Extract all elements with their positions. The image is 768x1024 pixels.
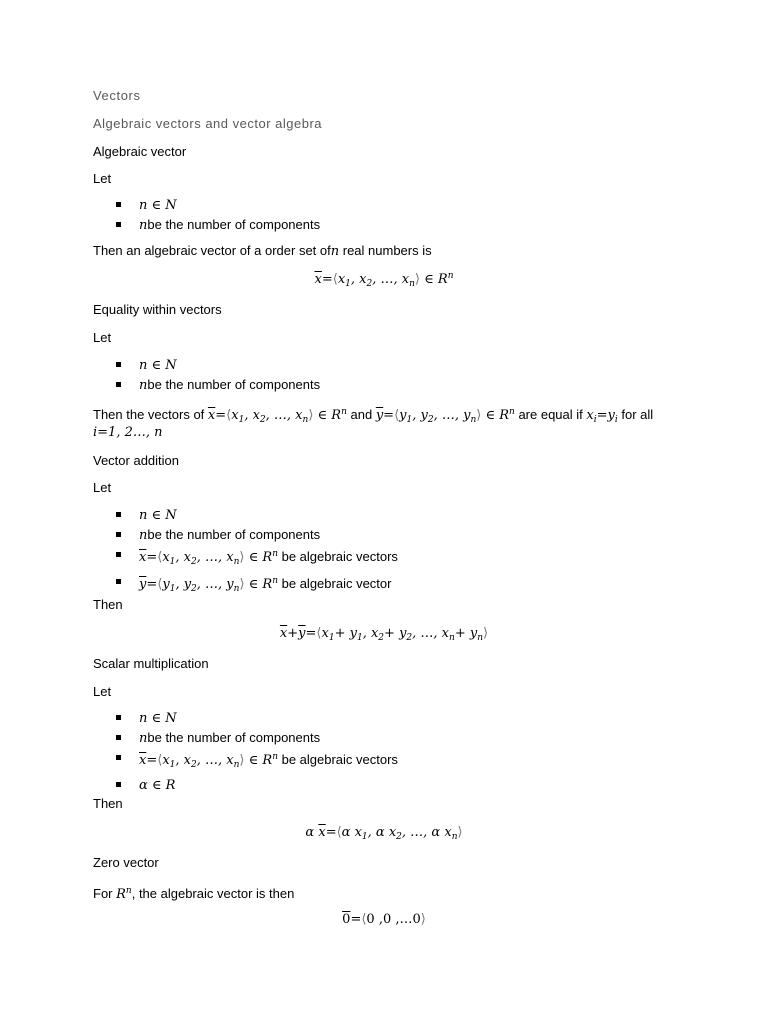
sentence-text: real numbers is — [339, 243, 432, 258]
sentence-text: , the algebraic vector is then — [131, 886, 295, 901]
list-item: $\overline{x}=⟨x_1$, $x_2$, …, $x_n⟩$ ∈ $R^n$ be algebraic vectors — [115, 748, 398, 775]
item-text: be the number of components — [147, 527, 321, 542]
item-text: be the number of components — [147, 730, 321, 745]
heading-algebraic-vector: Algebraic vector — [93, 144, 187, 159]
item-text: be the number of components — [147, 377, 321, 392]
item-text: be algebraic vectors — [277, 549, 398, 564]
heading-scalar-multiplication: Scalar multiplication — [93, 656, 209, 671]
bullet-icon — [116, 222, 121, 227]
math-n-in-N: n ∈ N — [139, 508, 177, 523]
let-text: Let — [93, 330, 112, 345]
bullet-icon — [116, 202, 121, 207]
list-item — [115, 505, 398, 525]
formula-vector-addition: $\overline{x}+\overline{y}=⟨x_1+ y_1$, $x_2+ y_2$, …, $x_n+$ $y_n⟩$ — [279, 626, 489, 643]
heading-vector-addition: Vector addition — [93, 453, 180, 468]
math-var-n: n — [139, 731, 148, 746]
equality-sentence: Then the vectors of $\overline{x}=⟨x_1$, $x_2$, …, $x_n⟩$ ∈ $R^n$ and $\overline{y}=⟨y_1$, $y_2$, …, $y_n⟩$ ∈ $R^n$ are equal if $x_i=y_i$ for all — [93, 407, 654, 425]
bullet-icon — [116, 532, 121, 537]
list-item — [115, 525, 398, 545]
item-text: be algebraic vector — [278, 576, 392, 591]
list-item — [115, 708, 398, 728]
let-text: Let — [93, 480, 112, 495]
formula-scalar-multiplication: α $\overline{x}=⟨\alpha$ $x_1$, α $x_2$, …, α $x_n⟩$ — [305, 825, 463, 842]
item-text: be the number of components — [147, 217, 321, 232]
list-item — [115, 775, 398, 795]
list-scalar — [115, 708, 398, 795]
let-text: Let — [93, 171, 112, 186]
sentence-text: for all — [617, 407, 654, 422]
bullet-icon — [116, 512, 121, 517]
math-var-n: n — [139, 218, 148, 233]
document-title: Vectors — [93, 88, 141, 103]
formula-algebraic-vector: $\overline{x}=⟨x_1$, $x_2$, …, $x_n⟩$ ∈ $R^n$ — [314, 271, 454, 289]
sentence-text: Then the vectors of — [93, 407, 208, 422]
list-item — [115, 215, 320, 235]
bullet-icon — [116, 382, 121, 387]
math-var-n: n — [139, 378, 148, 393]
list-algebraic-vector — [115, 195, 320, 235]
heading-zero-vector: Zero vector — [93, 855, 159, 870]
list-item: $\overline{x}=⟨x_1$, $x_2$, …, $x_n⟩$ ∈ $R^n$ be algebraic vectors — [115, 545, 398, 572]
list-item — [115, 195, 320, 215]
then-text: Then — [93, 597, 123, 612]
sentence-text: For — [93, 886, 117, 901]
bullet-icon — [116, 755, 121, 760]
list-addition — [115, 505, 398, 599]
list-item — [115, 355, 320, 375]
equality-index-range: i=1, 2…, n — [93, 425, 163, 440]
bullet-icon — [116, 735, 121, 740]
formula-zero-vector: 0=⟨0 ,0 ,…0⟩ — [342, 912, 426, 927]
math-n-in-N: n ∈ N — [139, 358, 177, 373]
bullet-icon — [116, 579, 121, 584]
list-item — [115, 728, 398, 748]
sentence-text: and — [346, 407, 376, 422]
item-text: be algebraic vectors — [277, 752, 398, 767]
sentence-text: Then an algebraic vector of a order set of — [93, 243, 331, 258]
then-sentence — [93, 243, 432, 260]
list-item — [115, 375, 320, 395]
math-n-in-N: n ∈ N — [139, 198, 177, 213]
math-var-n: n — [139, 528, 148, 543]
sentence-text: are equal if — [514, 407, 587, 422]
section-subtitle: Algebraic vectors and vector algebra — [93, 116, 323, 131]
list-equality — [115, 355, 320, 395]
bullet-icon — [116, 362, 121, 367]
math-n-in-N: n ∈ N — [139, 711, 177, 726]
bullet-icon — [116, 782, 121, 787]
math-var-n: n — [330, 244, 340, 259]
zero-sentence: For $R^n$, the algebraic vector is then — [93, 886, 295, 902]
bullet-icon — [116, 715, 121, 720]
let-text: Let — [93, 684, 112, 699]
math-alpha-in-R: α ∈ R — [139, 778, 176, 793]
then-text: Then — [93, 796, 123, 811]
heading-equality: Equality within vectors — [93, 302, 222, 317]
bullet-icon — [116, 552, 121, 557]
list-item: $\overline{y}=⟨y_1$, $y_2$, …, $y_n⟩$ ∈ $R^n$ be algebraic vector — [115, 572, 398, 599]
